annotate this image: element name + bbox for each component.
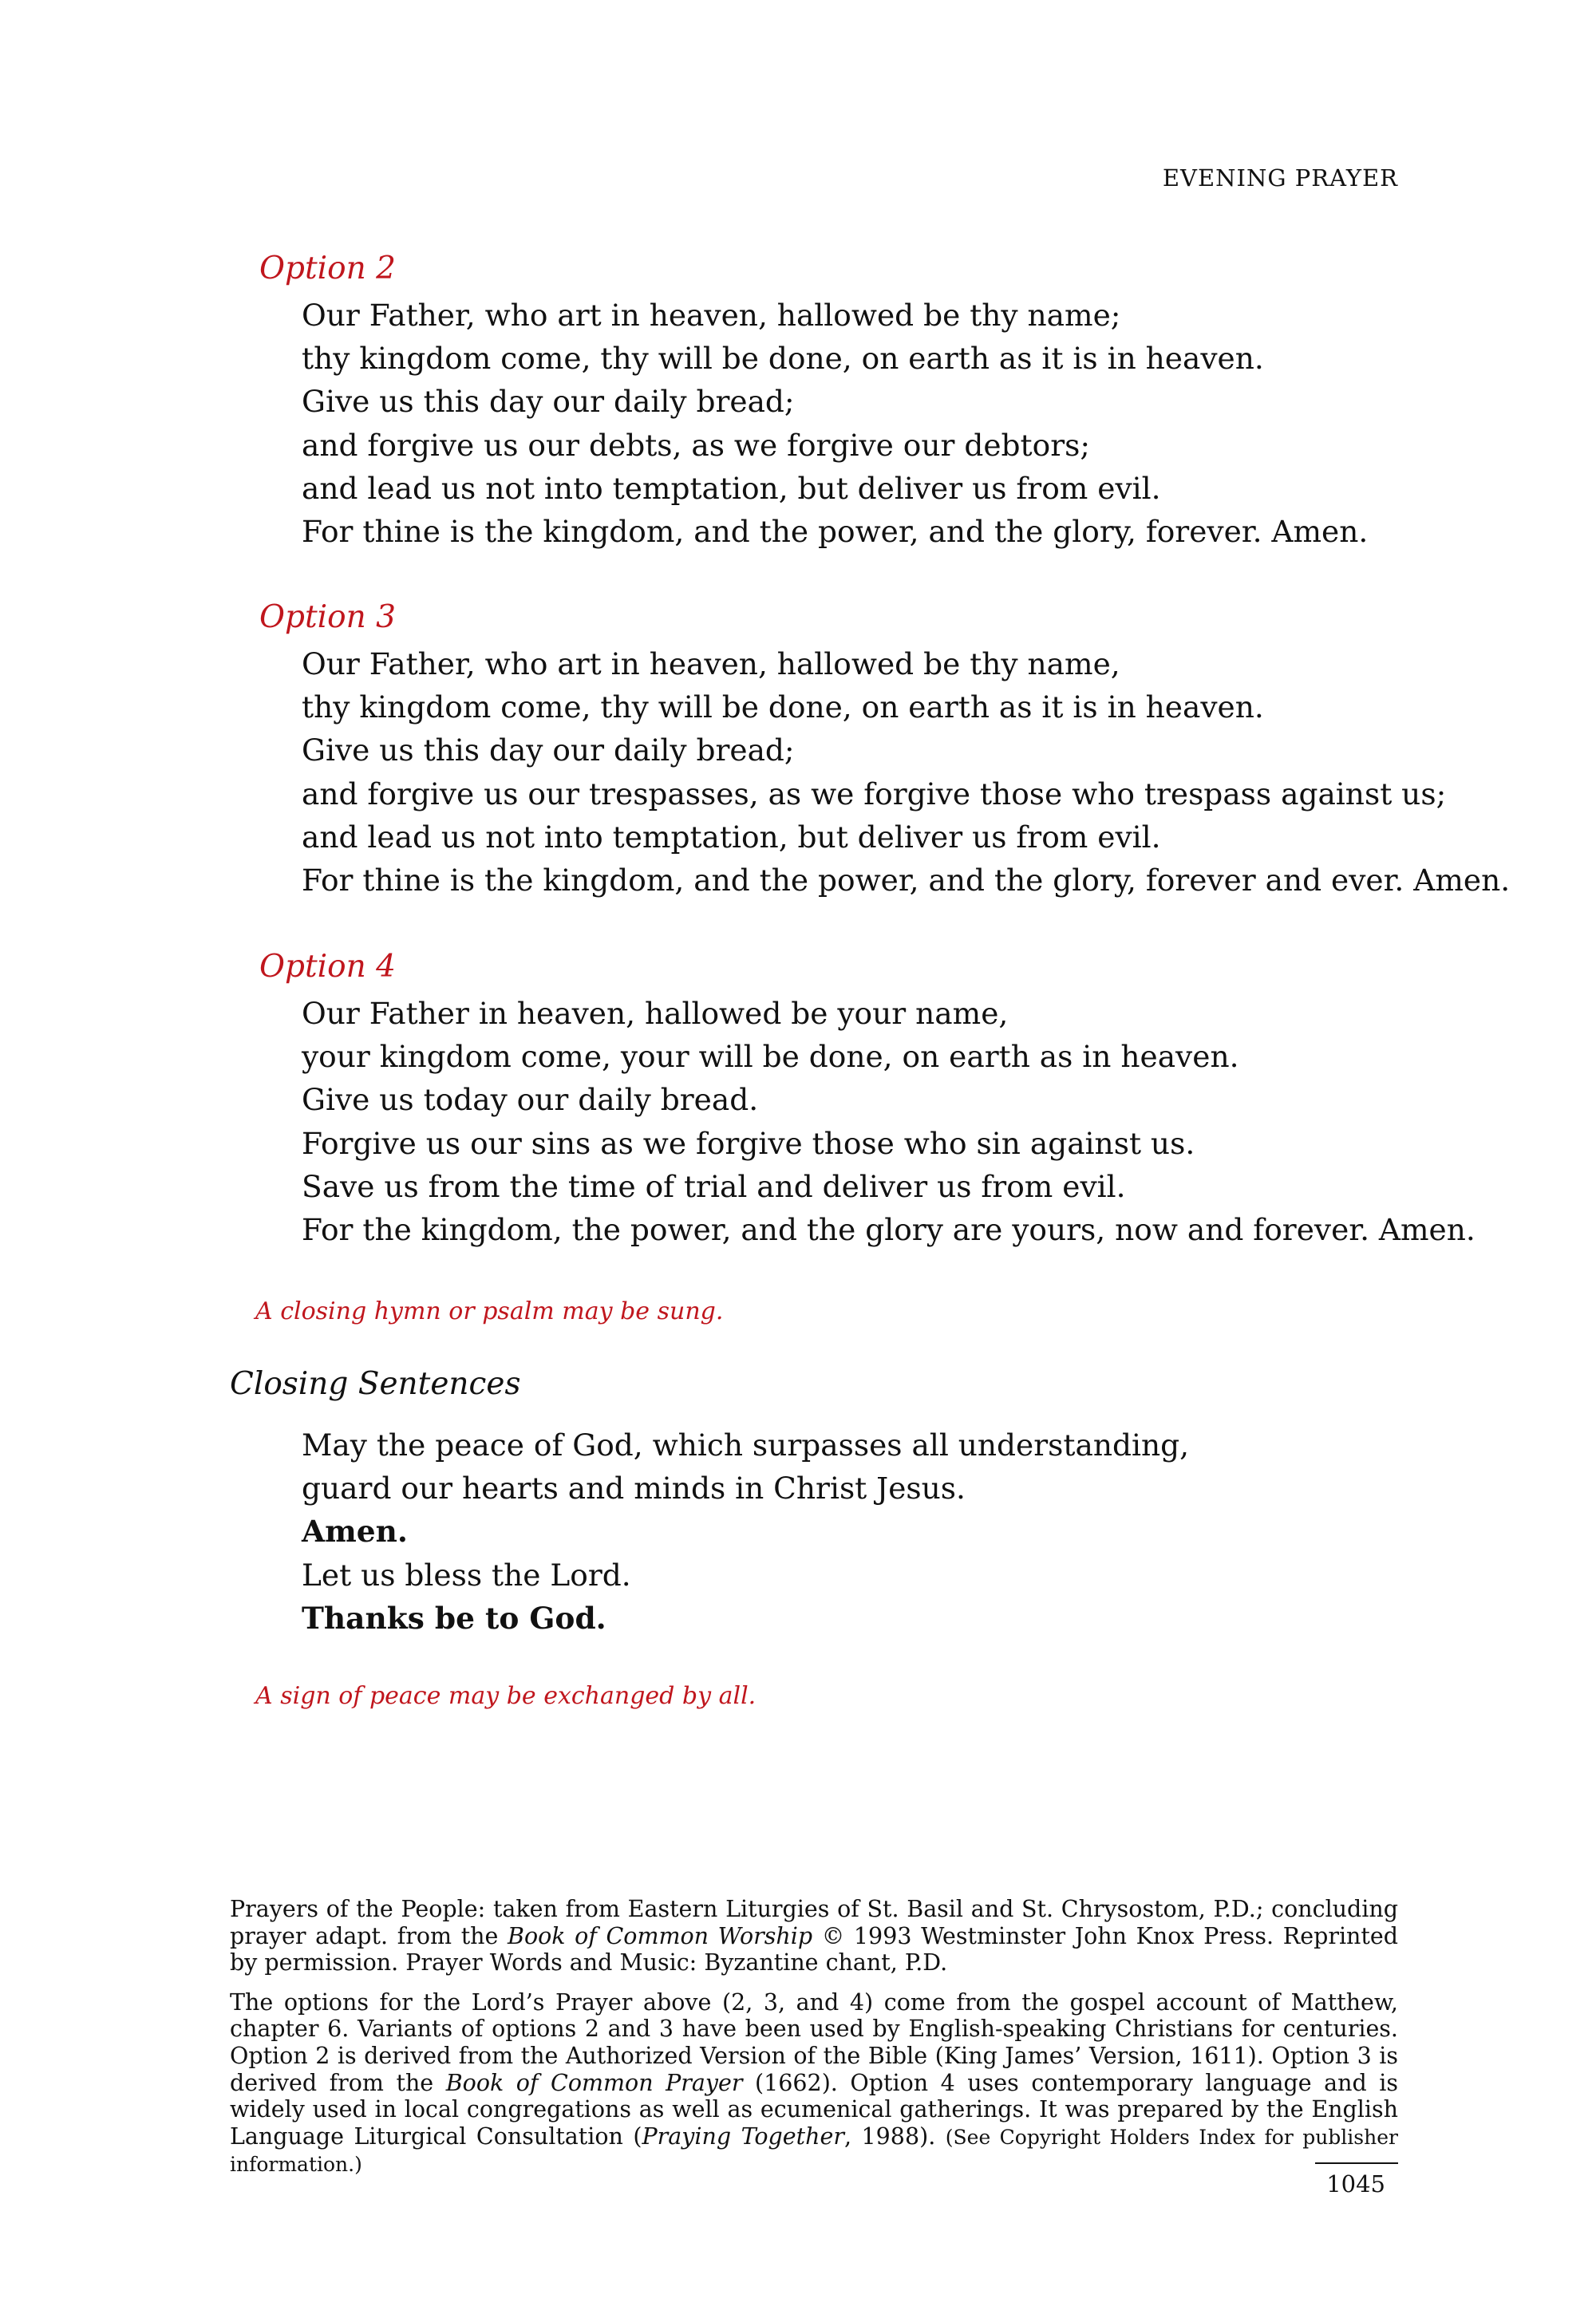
book-title: Book of Common Prayer bbox=[445, 2069, 743, 2096]
prayer-line: Our Father in heaven, hallowed be your name, bbox=[302, 996, 1009, 1031]
credits-note bbox=[230, 1896, 1398, 1976]
people-response: Thanks be to God. bbox=[302, 1600, 606, 1636]
option-2-prayer bbox=[302, 294, 1368, 553]
book-title: Praying Together bbox=[642, 2122, 844, 2150]
prayer-line: For the kingdom, the power, and the glory are yours, now and forever. Amen. bbox=[302, 1212, 1476, 1248]
prayer-line: Forgive us our sins as we forgive those who sin against us. bbox=[302, 1125, 1195, 1161]
lords-prayer-note bbox=[230, 1989, 1398, 2178]
prayer-line: Give us this day our daily bread; bbox=[302, 733, 795, 768]
prayer-line: For thine is the kingdom, and the power, and the glory, forever and ever. Amen. bbox=[302, 863, 1511, 898]
closing-line: May the peace of God, which surpasses all understanding, bbox=[302, 1427, 1190, 1463]
prayer-line: Save us from the time of trial and deliver us from evil. bbox=[302, 1168, 1126, 1204]
note-text: The options for the Lord’s Prayer above (2, 3, and 4) come from the gospel account of Matthew, chapter 6. Variants of options 2 and 3 have been used by English-speaking Christians for centuries. Option 2 is derived from the Authorized Version of the Bible (King James’ Version, 1611). Option 3 is derived from the bbox=[230, 1988, 1398, 2096]
option-2-label: Option 2 bbox=[259, 251, 396, 286]
prayer-line: and forgive us our trespasses, as we forgive those who trespass against us; bbox=[302, 776, 1447, 811]
closing-sentences-title: Closing Sentences bbox=[230, 1366, 521, 1402]
prayer-line: Our Father, who art in heaven, hallowed be thy name, bbox=[302, 646, 1120, 681]
option-4-label: Option 4 bbox=[259, 949, 396, 985]
page-number: 1045 bbox=[1326, 2170, 1385, 2198]
prayer-line: and lead us not into temptation, but deliver us from evil. bbox=[302, 819, 1161, 855]
credits-text: © 1993 Westminster John Knox Press. Reprinted by permission. Prayer Words and Music: Byzantine chant, P.D. bbox=[230, 1922, 1398, 1976]
prayer-line: Give us this day our daily bread; bbox=[302, 384, 795, 420]
rubric-closing-hymn: A closing hymn or psalm may be sung. bbox=[255, 1297, 724, 1325]
footnotes bbox=[230, 1896, 1398, 2178]
prayer-line: Give us today our daily bread. bbox=[302, 1082, 759, 1118]
running-head: EVENING PRAYER bbox=[1162, 164, 1398, 192]
note-text: , 1988). bbox=[843, 2122, 946, 2150]
prayer-line: thy kingdom come, thy will be done, on earth as it is in heaven. bbox=[302, 689, 1264, 725]
prayer-line: your kingdom come, your will be done, on earth as in heaven. bbox=[302, 1039, 1239, 1075]
prayer-line: thy kingdom come, thy will be done, on earth as it is in heaven. bbox=[302, 341, 1264, 377]
prayer-line: Our Father, who art in heaven, hallowed be thy name; bbox=[302, 298, 1121, 333]
book-title: Book of Common Worship bbox=[508, 1922, 813, 1949]
closing-line: Let us bless the Lord. bbox=[302, 1557, 631, 1593]
page-number-rule bbox=[1315, 2162, 1398, 2164]
see-index-note: (See Copyright Holders Index for publisher information.) bbox=[230, 2125, 1398, 2177]
option-4-prayer bbox=[302, 992, 1476, 1251]
prayer-line: For thine is the kingdom, and the power, and the glory, forever. Amen. bbox=[302, 514, 1369, 550]
rubric-sign-of-peace: A sign of peace may be exchanged by all. bbox=[255, 1682, 757, 1710]
people-response: Amen. bbox=[302, 1514, 408, 1550]
prayer-line: and lead us not into temptation, but deliver us from evil. bbox=[302, 470, 1161, 506]
credits-text: Prayers of the People: taken from Eastern Liturgies of St. Basil and St. Chrysostom, P.D.; concluding prayer adapt. from the bbox=[230, 1896, 1398, 1949]
option-3-prayer bbox=[302, 642, 1510, 902]
closing-sentences bbox=[302, 1424, 1189, 1640]
option-3-label: Option 3 bbox=[259, 599, 396, 635]
closing-line: guard our hearts and minds in Christ Jesus. bbox=[302, 1471, 966, 1506]
note-text: (1662). Option 4 uses contemporary language and is widely used in local congregations as well as ecumenical gatherings. It was prepared by the English Language Liturgical Consultation ( bbox=[230, 2069, 1399, 2150]
prayer-line: and forgive us our debts, as we forgive our debtors; bbox=[302, 427, 1091, 463]
